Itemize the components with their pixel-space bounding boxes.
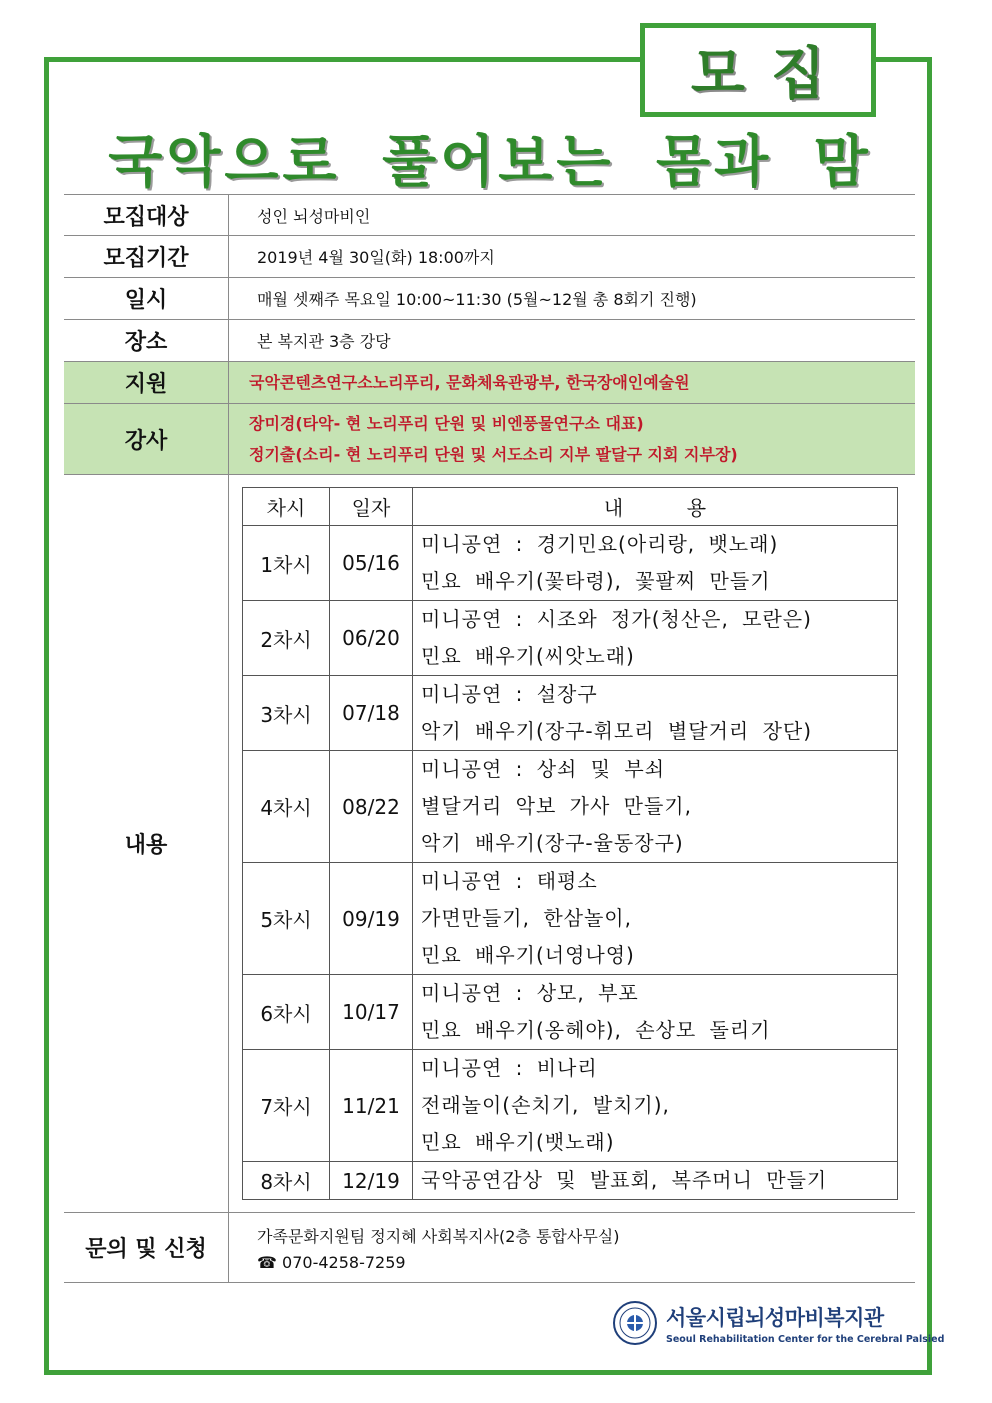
content-line: 미니공연 : 비나리: [421, 1056, 598, 1080]
session-date: 07/18: [330, 676, 413, 751]
session-date: 06/20: [330, 601, 413, 676]
table-row: [243, 1050, 898, 1162]
session-no: 4차시: [243, 751, 330, 863]
row-target: [64, 195, 915, 236]
label-place: 장소: [64, 320, 229, 362]
row-place: [64, 320, 915, 362]
session-date: 10/17: [330, 975, 413, 1050]
content-line: 악기 배우기(장구-율동장구): [421, 831, 684, 855]
content-line: 민요 배우기(씨앗노래): [421, 644, 635, 668]
row-support: [64, 362, 915, 404]
label-instructor: 강사: [64, 404, 229, 475]
recruit-badge: 모집: [640, 23, 876, 117]
content-line: 민요 배우기(꽃타령), 꽃팔찌 만들기: [421, 569, 771, 593]
schedule-table: [242, 487, 898, 1200]
instructor-2: 정기출(소리- 현 노리푸리 단원 및 서도소리 지부 팔달구 지회 지부장): [249, 445, 738, 464]
session-no: 3차시: [243, 676, 330, 751]
session-no: 8차시: [243, 1162, 330, 1200]
session-content: [413, 1162, 898, 1200]
org-name-ko: 서울시립뇌성마비복지관: [666, 1305, 884, 1330]
value-instructor: [229, 404, 916, 475]
label-target: 모집대상: [64, 195, 229, 236]
session-date: 12/19: [330, 1162, 413, 1200]
contact-person: 가족문화지원팀 정지혜 사회복지사(2층 통합사무실): [257, 1226, 620, 1246]
table-row: [243, 975, 898, 1050]
table-row: [243, 863, 898, 975]
content-line: 미니공연 : 시조와 정가(청산은, 모란은): [421, 607, 812, 631]
content-line: 국악공연감상 및 발표회, 복주머니 만들기: [421, 1168, 828, 1192]
session-content: [413, 601, 898, 676]
session-no: 5차시: [243, 863, 330, 975]
value-target: 성인 뇌성마비인: [229, 195, 916, 236]
content-line: 민요 배우기(너영나영): [421, 943, 635, 967]
session-content: [413, 863, 898, 975]
session-content: [413, 526, 898, 601]
phone-number: 070-4258-7259: [282, 1252, 406, 1272]
value-period: 2019년 4월 30일(화) 18:00까지: [229, 236, 916, 278]
content-line: 악기 배우기(장구-휘모리 별달거리 장단): [421, 719, 813, 743]
organization-logo: [612, 1300, 944, 1346]
session-date: 09/19: [330, 863, 413, 975]
session-date: 08/22: [330, 751, 413, 863]
header-session: 차시: [243, 488, 330, 526]
info-table: [64, 194, 915, 1283]
session-no: 6차시: [243, 975, 330, 1050]
page-title: 국악으로 풀어보는 몸과 맘: [108, 130, 872, 195]
org-name-en: Seoul Rehabilitation Center for the Cerebral Palsied: [666, 1333, 945, 1345]
phone-icon: ☎: [257, 1252, 277, 1272]
content-line: 미니공연 : 설장구: [421, 682, 598, 706]
content-line: 민요 배우기(뱃노래): [421, 1130, 615, 1154]
label-contact: 문의 및 신청: [64, 1213, 229, 1283]
header-content: 내 용: [413, 488, 898, 526]
session-content: [413, 751, 898, 863]
instructor-1: 장미경(타악- 현 노리푸리 단원 및 비엔풍물연구소 대표): [249, 414, 644, 433]
row-instructor: [64, 404, 915, 475]
label-datetime: 일시: [64, 278, 229, 320]
session-no: 2차시: [243, 601, 330, 676]
row-period: [64, 236, 915, 278]
row-content: [64, 475, 915, 1213]
header-date: 일자: [330, 488, 413, 526]
value-place: 본 복지관 3층 강당: [229, 320, 916, 362]
value-contact: [229, 1213, 916, 1283]
table-row: [243, 1162, 898, 1200]
table-row: [243, 676, 898, 751]
table-row: [243, 601, 898, 676]
emblem-icon: [612, 1300, 658, 1346]
value-content: [229, 475, 916, 1213]
row-contact: [64, 1213, 915, 1283]
session-date: 11/21: [330, 1050, 413, 1162]
session-content: [413, 975, 898, 1050]
label-content: 내용: [64, 475, 229, 1213]
table-row: [243, 751, 898, 863]
contact-phone: [257, 1253, 915, 1272]
content-line: 미니공연 : 경기민요(아리랑, 뱃노래): [421, 532, 779, 556]
table-row: [243, 526, 898, 601]
session-no: 1차시: [243, 526, 330, 601]
value-datetime: 매월 셋째주 목요일 10:00~11:30 (5월~12월 총 8회기 진행): [229, 278, 916, 320]
session-content: [413, 1050, 898, 1162]
content-line: 미니공연 : 태평소: [421, 869, 598, 893]
schedule-header: [243, 488, 898, 526]
value-support: 국악콘텐츠연구소노리푸리, 문화체육관광부, 한국장애인예술원: [229, 362, 916, 404]
session-no: 7차시: [243, 1050, 330, 1162]
label-period: 모집기간: [64, 236, 229, 278]
content-line: 가면만들기, 한삼놀이,: [421, 906, 632, 930]
session-content: [413, 676, 898, 751]
session-date: 05/16: [330, 526, 413, 601]
row-datetime: [64, 278, 915, 320]
label-support: 지원: [64, 362, 229, 404]
content-line: 전래놀이(손치기, 발치기),: [421, 1093, 670, 1117]
content-line: 미니공연 : 상모, 부포: [421, 981, 639, 1005]
content-line: 별달거리 악보 가사 만들기,: [421, 794, 692, 818]
content-line: 민요 배우기(옹헤야), 손상모 돌리기: [421, 1018, 771, 1042]
content-line: 미니공연 : 상쇠 및 부쇠: [421, 757, 666, 781]
